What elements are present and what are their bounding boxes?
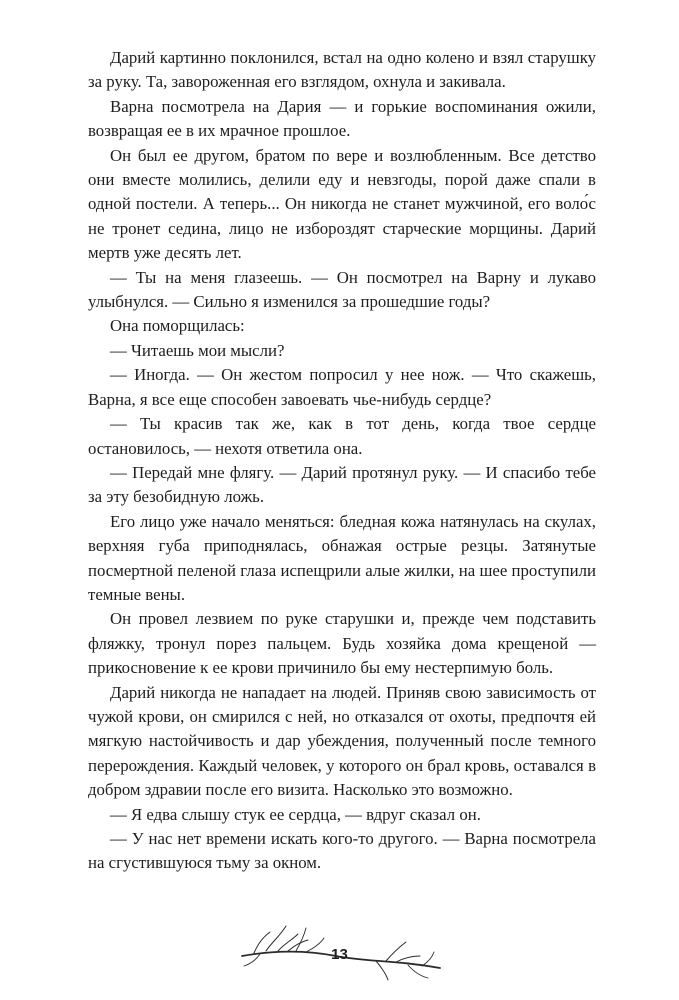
paragraph: Его лицо уже начало меняться: бледная кожа натянулась на скулах, верхняя губа приподнялась, обнажая острые резцы. Затянутые посмертной пеленой глаза испещрили алые жилки, на шее проступили темные вены. (88, 511, 596, 604)
paragraph: Дарий никогда не нападает на людей. Приняв свою зависимость от чужой крови, он смирился с ней, но отказался от охоты, предпочтя ей мягкую настойчивость и дар убеждения, полученный после темного перерождения. Каждый человек, у которого он брал кровь, оставался в добром здравии после его визита. Насколько это возможно. (88, 682, 596, 800)
paragraph: Он был ее другом, братом по вере и возлюбленным. Все детство они вместе молились, делили еду и невзгоды, порой даже спали в одной постели. А теперь... Он никогда не станет мужчиной, его воло́с не тронет седина, лицо не избороздят старческие морщины. Дарий мертв уже десять лет. (88, 145, 596, 263)
paragraph: Варна посмотрела на Дария — и горькие воспоминания ожили, возвращая ее в их мрачное прошлое. (88, 96, 596, 141)
paragraph: — Ты красив так же, как в тот день, когда твое сердце остановилось, — нехотя ответила она. (88, 414, 596, 458)
page-number: 13 (331, 946, 348, 963)
paragraph: — Я едва слышу стук ее сердца, — вдруг сказал он. (110, 804, 481, 824)
paragraph: — Передай мне флягу. — Дарий протянул руку. — И спасибо тебе за эту безобидную ложь. (88, 462, 596, 507)
paragraph: Дарий картинно поклонился, встал на одно колено и взял старушку за руку. Та, завороженная его взглядом, охнула и закивала. (88, 48, 596, 92)
paragraph: — Читаешь мои мысли? (110, 340, 285, 360)
paragraph: — У нас нет времени искать кого-то другого. — Варна посмотрела на сгустившуюся тьму за окном. (88, 829, 596, 873)
book-page-text (88, 46, 596, 876)
paragraph: Он провел лезвием по руке старушки и, прежде чем подставить фляжку, тронул порез пальцем. Будь хозяйка дома крещеной — прикосновение к ее крови причинило бы ему нестерпимую боль. (88, 609, 596, 678)
paragraph: Она поморщилась: (110, 316, 245, 336)
paragraph: — Иногда. — Он жестом попросил у нее нож. — Что скажешь, Варна, я все еще способен завоевать чье-нибудь сердце? (88, 365, 596, 409)
page-footer (0, 920, 679, 990)
paragraph: — Ты на меня глазеешь. — Он посмотрел на Варну и лукаво улыбнулся. — Сильно я изменился за прошедшие годы? (88, 267, 596, 312)
